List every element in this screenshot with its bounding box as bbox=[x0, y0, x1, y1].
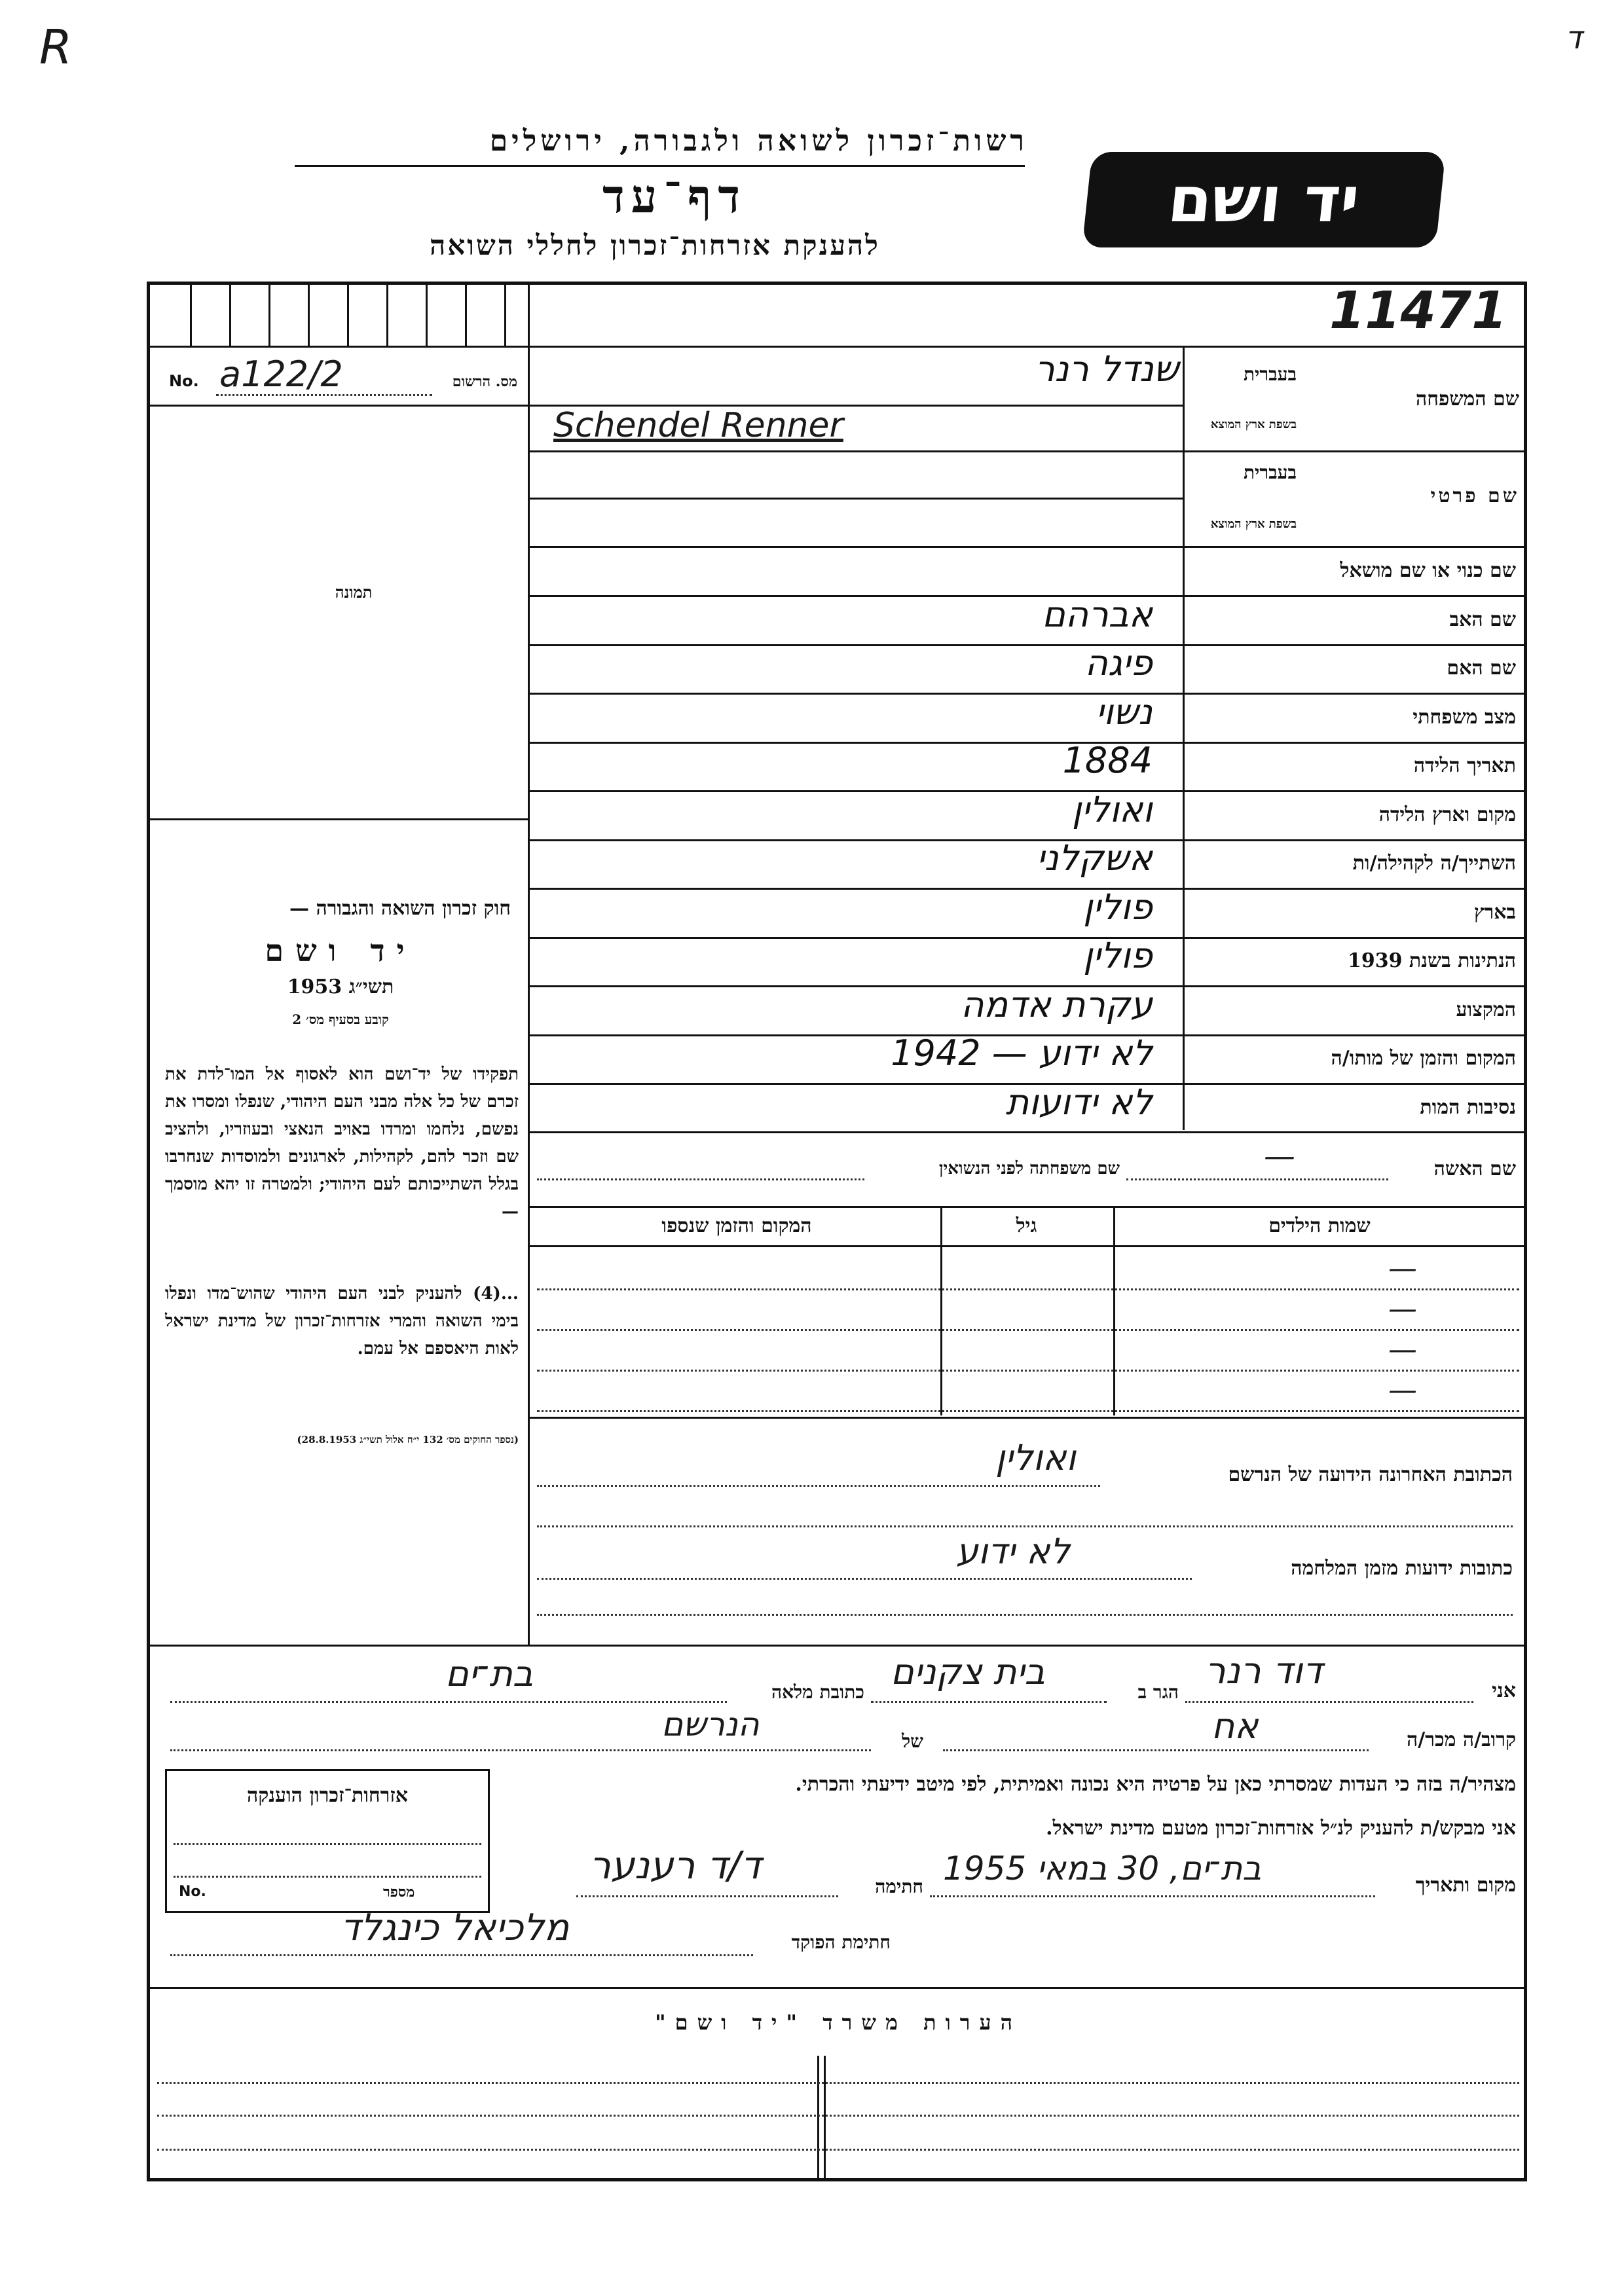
registration-row-bottom bbox=[149, 405, 529, 407]
child-name: — bbox=[1388, 1333, 1417, 1366]
law-name: יד ושם bbox=[265, 933, 416, 968]
form-subtitle: להענקת אזרחות־זכרון לחללי השואה bbox=[430, 229, 880, 261]
war-address-label: כתובות ידועות מזמן המלחמה bbox=[1291, 1557, 1513, 1580]
child-row-line bbox=[537, 1288, 1519, 1290]
declarant-relation-value: אח bbox=[1211, 1705, 1259, 1747]
yad-vashem-logo bbox=[1082, 152, 1445, 247]
field-label: שם כנוי או שם מושאל bbox=[1340, 559, 1516, 582]
declarant-of-dots bbox=[170, 1749, 871, 1751]
notes-line-2 bbox=[157, 2115, 1519, 2117]
field-label: תאריך הלידה bbox=[1413, 754, 1516, 777]
box-tick bbox=[386, 283, 388, 346]
field-value: נשוי bbox=[1096, 691, 1153, 733]
law-title: חוק זכרון השואה והגבורה — bbox=[289, 897, 511, 920]
label-column-divider bbox=[1183, 347, 1185, 1130]
first-name-bottom bbox=[529, 546, 1526, 548]
declarant-of-value: הנרשם bbox=[661, 1705, 760, 1743]
field-label: שם האב bbox=[1449, 608, 1516, 631]
request-text: אני מבקש/ת להעניק לנ״ל אזרחות־זכרון מטעם מדינת ישראל. bbox=[1046, 1817, 1516, 1840]
wife-row-bottom bbox=[529, 1206, 1526, 1208]
first-name-sub-hebrew: בעברית bbox=[1243, 462, 1297, 483]
file-number: 11471 bbox=[1329, 282, 1507, 340]
corner-mark-left: R bbox=[39, 20, 73, 75]
granted-box-no-label: No. bbox=[179, 1884, 206, 1900]
field-label: הנתינות בשנת 1939 bbox=[1347, 949, 1516, 972]
family-name-sub-origin: בשפת ארץ המוצא bbox=[1210, 418, 1297, 431]
field-value: פיגה bbox=[1084, 642, 1153, 683]
field-label: שם האם bbox=[1447, 657, 1516, 680]
box-tick bbox=[347, 283, 349, 346]
declarant-of-label: של bbox=[902, 1730, 923, 1752]
law-paragraph-2: ...(4) להעניק לבני העם היהודי שהוש־מדו ונפלו בימי השואה והמרי אזרחות־זכרון של מדינת ישראל לאות היאספם אל עמם. bbox=[165, 1284, 519, 1358]
notes-line-1 bbox=[157, 2082, 1519, 2084]
family-name-label: שם המשפחה bbox=[1415, 388, 1519, 410]
authority-title: רשות־זכרון לשואה ולגבורה, ירושלים bbox=[489, 124, 1028, 158]
field-label: מצב משפחתי bbox=[1412, 706, 1516, 729]
wife-maiden-label: שם משפחתה לפני הנשואין bbox=[938, 1159, 1120, 1178]
child-row-line bbox=[537, 1370, 1519, 1372]
first-name-mid-line bbox=[529, 498, 1183, 500]
law-year: תשי״ג 1953 bbox=[287, 975, 394, 998]
box-tick bbox=[504, 283, 506, 346]
declarant-relation-dots bbox=[943, 1749, 1369, 1751]
children-col-place: המקום והזמן שנספו bbox=[661, 1214, 812, 1237]
notes-top-line bbox=[149, 1987, 1524, 1989]
war-address-value: לא ידוע bbox=[956, 1531, 1071, 1572]
wife-value: — bbox=[1264, 1138, 1295, 1175]
last-address-dots-2 bbox=[537, 1525, 1513, 1527]
field-value: אשקלני bbox=[1036, 837, 1153, 879]
signature-dots bbox=[576, 1895, 838, 1897]
official-signature-value: מלכיאל כינגלד bbox=[341, 1906, 570, 1949]
box-tick bbox=[426, 283, 428, 346]
law-clause: קובע בסעיף מס׳ 2 bbox=[292, 1011, 389, 1027]
field-label: מקום וארץ הלידה bbox=[1378, 803, 1516, 826]
notes-divider-2 bbox=[824, 2056, 826, 2180]
field-label: המקום והזמן של מותו/ה bbox=[1331, 1047, 1516, 1070]
children-col-names: שמות הילדים bbox=[1268, 1214, 1371, 1237]
box-tick bbox=[465, 283, 467, 346]
child-row-line bbox=[537, 1410, 1519, 1412]
declarant-address-value: בת־ים bbox=[445, 1653, 534, 1694]
granted-citizenship-box bbox=[165, 1769, 490, 1913]
granted-box-number-label: מספר bbox=[383, 1884, 415, 1901]
granted-box-dots-1 bbox=[174, 1843, 481, 1845]
field-value: 1884 bbox=[1062, 740, 1153, 781]
place-date-label: מקום ותאריך bbox=[1415, 1874, 1516, 1897]
last-address-value: ואולין bbox=[995, 1437, 1077, 1478]
photo-area-bottom bbox=[149, 818, 529, 820]
declaration-text: מצהיר/ה בזה כי העדות שמסרתי כאן על פרטיה היא נכונה ואמיתית, לפי מיטב ידיעתי והכרתי. bbox=[795, 1773, 1516, 1796]
children-col-age: גיל bbox=[1016, 1214, 1037, 1237]
form-title: דף־עד bbox=[602, 169, 747, 223]
field-value: לא ידוע — 1942 bbox=[891, 1032, 1153, 1074]
registration-value: a122/2 bbox=[219, 354, 343, 395]
field-label: השתייך/ה לקהילה/ות bbox=[1352, 852, 1516, 875]
children-col-divider-1 bbox=[1113, 1206, 1115, 1415]
official-signature-dots bbox=[170, 1954, 753, 1956]
children-col-divider-2 bbox=[940, 1206, 942, 1415]
child-row-line bbox=[537, 1329, 1519, 1331]
field-value: לא ידועות bbox=[1005, 1082, 1153, 1123]
war-address-dots bbox=[537, 1578, 1192, 1580]
authority-underline bbox=[295, 165, 1025, 167]
field-label: המקצוע bbox=[1456, 998, 1516, 1021]
field-value: ואולין bbox=[1071, 789, 1153, 830]
place-date-value: בת־ים, 30 במאי 1955 bbox=[943, 1850, 1262, 1887]
granted-box-dots-2 bbox=[174, 1876, 481, 1878]
last-address-label: הכתובת האחרונה הידועה של הנרשם bbox=[1228, 1463, 1513, 1486]
child-name: — bbox=[1388, 1292, 1417, 1326]
family-name-sub-hebrew: בעברית bbox=[1243, 363, 1297, 385]
field-value: פולין bbox=[1083, 886, 1153, 928]
declarant-address-label: כתובת מלאה bbox=[771, 1681, 864, 1703]
wife-dots bbox=[1126, 1178, 1388, 1180]
notes-divider bbox=[817, 2056, 819, 2180]
last-address-dots bbox=[537, 1485, 1100, 1487]
box-tick bbox=[308, 283, 310, 346]
box-tick bbox=[190, 283, 192, 346]
child-name: — bbox=[1388, 1252, 1417, 1285]
field-value: אברהם bbox=[1042, 594, 1153, 635]
children-table-bottom bbox=[529, 1417, 1526, 1419]
field-label: נסיבות המות bbox=[1420, 1096, 1516, 1119]
child-name: — bbox=[1388, 1374, 1417, 1407]
war-address-dots-2 bbox=[537, 1614, 1513, 1616]
top-strip-bottom bbox=[149, 346, 1524, 348]
family-name-hebrew: שנדל רנר bbox=[1035, 348, 1179, 390]
declarant-name-dots bbox=[1185, 1701, 1473, 1703]
registration-dots bbox=[216, 394, 432, 396]
declarant-lives-label: הגר ב bbox=[1137, 1681, 1179, 1703]
first-name-label: שם פרטי bbox=[1430, 484, 1519, 507]
children-header-bottom bbox=[529, 1245, 1526, 1247]
law-footnote: (נספר החוקים מס׳ 132 י״ח אלול תשי״ג 28.8.1953) bbox=[297, 1434, 519, 1446]
notes-line-3 bbox=[157, 2149, 1519, 2151]
law-paragraph-1: תפקידו של יד־ושם הוא לאסוף אל המו־לדת את זכרם של כל אלה מבני העם היהודי, שנפלו ומסרו את נפשם, נלחמו ומרדו באויב הנאצי ובעוזריו, ולהציב שם וזכר להם, לקהילות, לארגונים ולמוסדות שנחרבו בגלל השתייכותם לעם היהודי; ולמטרה זו יהא מוסמך — bbox=[165, 1065, 519, 1222]
top-strip-divider bbox=[528, 283, 530, 1645]
main-table-bottom bbox=[149, 1645, 1524, 1647]
field-value: עקרת אדמה bbox=[961, 984, 1153, 1025]
field-value: פולין bbox=[1083, 935, 1153, 976]
declarant-relation-label: קרוב/ה מכר/ה bbox=[1407, 1728, 1516, 1751]
granted-box-title: אזרחות־זכרון הוענקה bbox=[246, 1784, 409, 1807]
logo-text: יד ושם bbox=[1164, 163, 1363, 236]
corner-mark-right: ד bbox=[1565, 20, 1583, 56]
registration-no-label: No. bbox=[169, 372, 199, 390]
signature-value: ד/ד רענער bbox=[589, 1843, 762, 1887]
wife-maiden-dots bbox=[537, 1178, 864, 1180]
first-name-sub-origin: בשפת ארץ המוצא bbox=[1210, 517, 1297, 531]
family-name-bottom bbox=[529, 450, 1526, 452]
place-date-dots bbox=[930, 1895, 1375, 1897]
photo-label: תמונה bbox=[335, 583, 373, 602]
signature-label: חתימה bbox=[875, 1876, 923, 1897]
office-notes-title: הערות משרד "יד ושם" bbox=[654, 2010, 1022, 2035]
wife-label: שם האשה bbox=[1433, 1157, 1516, 1180]
declarant-i-label: אני bbox=[1492, 1679, 1516, 1702]
declarant-lives-value: בית צקנים bbox=[891, 1651, 1045, 1692]
official-signature-label: חתימת הפוקד bbox=[791, 1931, 891, 1953]
details-bottom bbox=[529, 1131, 1526, 1133]
declarant-lives-dots bbox=[871, 1701, 1107, 1703]
box-tick bbox=[268, 283, 270, 346]
registration-label: מס. הרשום bbox=[452, 373, 517, 390]
declarant-address-dots bbox=[170, 1701, 727, 1703]
box-tick bbox=[229, 283, 231, 346]
family-name-origin: Schendel Renner bbox=[553, 406, 843, 445]
declarant-name: דוד רנר bbox=[1205, 1650, 1323, 1692]
field-label: בארץ bbox=[1473, 901, 1516, 924]
